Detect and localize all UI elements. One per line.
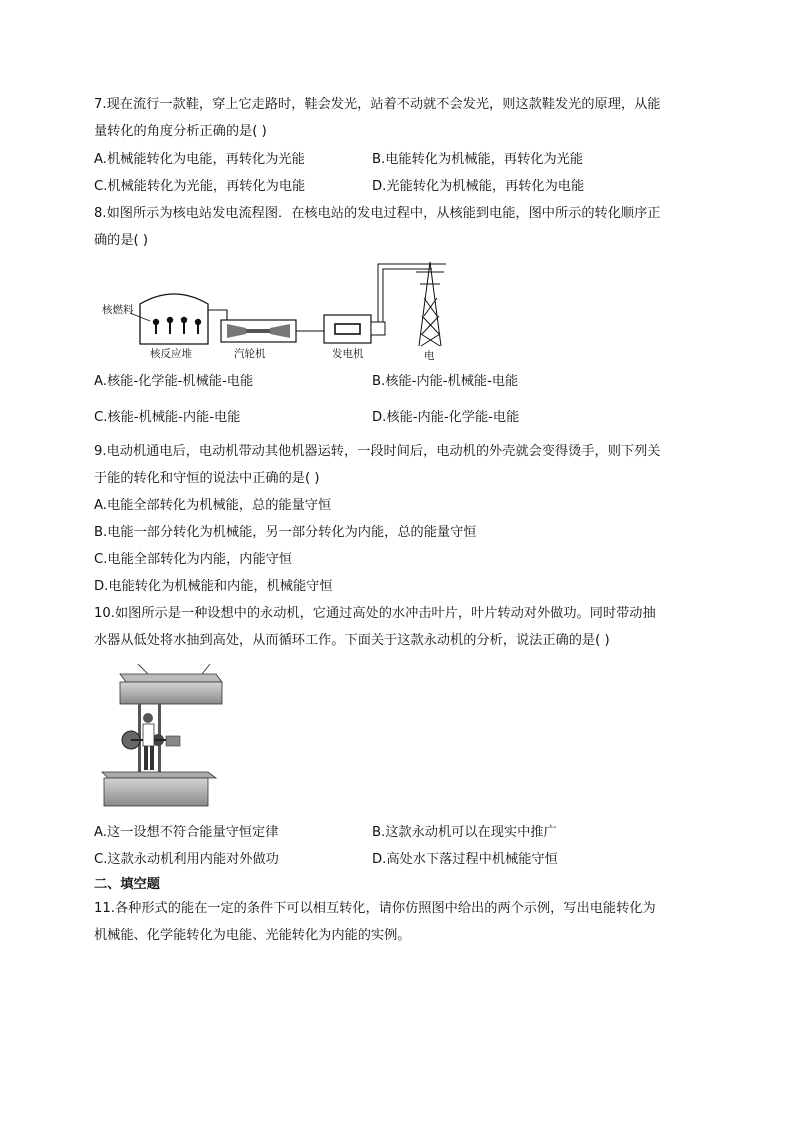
q9-option-b: B.电能一部分转化为机械能，另一部分转化为内能，总的能量守恒 bbox=[94, 525, 477, 540]
generator-core bbox=[335, 324, 360, 334]
person-head bbox=[143, 713, 153, 723]
q10-option-a: A.这一设想不符合能量守恒定律 bbox=[94, 825, 279, 840]
turbine-label: 汽轮机 bbox=[234, 348, 266, 360]
q11-stem-line2: 机械能、化学能转化为电能、光能转化为内能的实例。 bbox=[94, 928, 411, 943]
q7-stem-line2: 量转化的角度分析正确的是( ) bbox=[94, 124, 267, 139]
rope-left bbox=[138, 664, 148, 674]
q8-option-c: C.核能-机械能-内能-电能 bbox=[94, 410, 241, 425]
q7-option-d: D.光能转化为机械能，再转化为电能 bbox=[372, 179, 585, 194]
q8-stem-line1: 8.如图所示为核电站发电流程图．在核电站的发电过程中，从核能到电能，图中所示的转化顺序正 bbox=[94, 206, 661, 221]
q10-stem-line1: 10.如图所示是一种设想中的永动机，它通过高处的水冲击叶片，叶片转动对外做功。同时带动抽 bbox=[94, 606, 656, 621]
power-line-outer bbox=[378, 264, 446, 322]
q8-option-b: B.核能-内能-机械能-电能 bbox=[372, 374, 519, 389]
electricity-label: 电 bbox=[424, 350, 435, 362]
power-line-inner bbox=[383, 269, 432, 322]
rope-right bbox=[202, 664, 210, 674]
q10-stem-line2: 水器从低处将水抽到高处，从而循环工作。下面关于这款永动机的分析，说法正确的是( ) bbox=[94, 633, 610, 648]
q8-stem-line2: 确的是( ) bbox=[94, 233, 149, 248]
q9-stem-line1: 9.电动机通电后，电动机带动其他机器运转，一段时间后，电动机的外壳就会变得烫手，则下列关 bbox=[94, 444, 661, 459]
q10-option-c: C.这款永动机利用内能对外做功 bbox=[94, 852, 279, 867]
q10-option-b: B.这款永动机可以在现实中推广 bbox=[372, 825, 557, 840]
person-leg-left bbox=[144, 746, 148, 770]
q7-option-b: B.电能转化为机械能，再转化为光能 bbox=[372, 152, 584, 167]
person-body bbox=[143, 724, 154, 746]
reactor-label: 核反应堆 bbox=[150, 348, 192, 360]
q11-stem-line1: 11.各种形式的能在一定的条件下可以相互转化，请你仿照图中给出的两个示例，写出电能转化为 bbox=[94, 901, 656, 916]
lower-tank-top bbox=[102, 772, 216, 778]
q7-stem-line1: 7.现在流行一款鞋，穿上它走路时，鞋会发光，站着不动就不会发光，则这款鞋发光的原理，从能 bbox=[94, 97, 661, 112]
generator-terminal bbox=[371, 322, 385, 335]
pump-device bbox=[166, 736, 180, 746]
nuclear-plant-diagram bbox=[94, 258, 474, 366]
generator-label: 发电机 bbox=[332, 348, 364, 360]
upper-tank bbox=[120, 682, 222, 704]
q8-option-a: A.核能-化学能-机械能-电能 bbox=[94, 374, 254, 389]
q7-option-c: C.机械能转化为光能，再转化为电能 bbox=[94, 179, 306, 194]
section-fill-in-title: 二、填空题 bbox=[94, 877, 160, 892]
transmission-tower bbox=[416, 262, 444, 346]
perpetual-motion-machine-image bbox=[98, 664, 228, 810]
turbine-shaft bbox=[246, 329, 270, 333]
fuel-label: 核燃料 bbox=[102, 304, 134, 316]
q7-option-a: A.机械能转化为电能，再转化为光能 bbox=[94, 152, 305, 167]
upper-tank-top bbox=[120, 674, 222, 682]
q9-option-a: A.电能全部转化为机械能，总的能量守恒 bbox=[94, 498, 332, 513]
person-leg-right bbox=[150, 746, 154, 770]
q10-option-d: D.高处水下落过程中机械能守恒 bbox=[372, 852, 558, 867]
q9-option-c: C.电能全部转化为内能，内能守恒 bbox=[94, 552, 293, 567]
q9-stem-line2: 于能的转化和守恒的说法中正确的是( ) bbox=[94, 471, 320, 486]
q9-option-d: D.电能转化为机械能和内能，机械能守恒 bbox=[94, 579, 333, 594]
q8-option-d: D.核能-内能-化学能-电能 bbox=[372, 410, 520, 425]
lower-tank bbox=[104, 778, 208, 806]
